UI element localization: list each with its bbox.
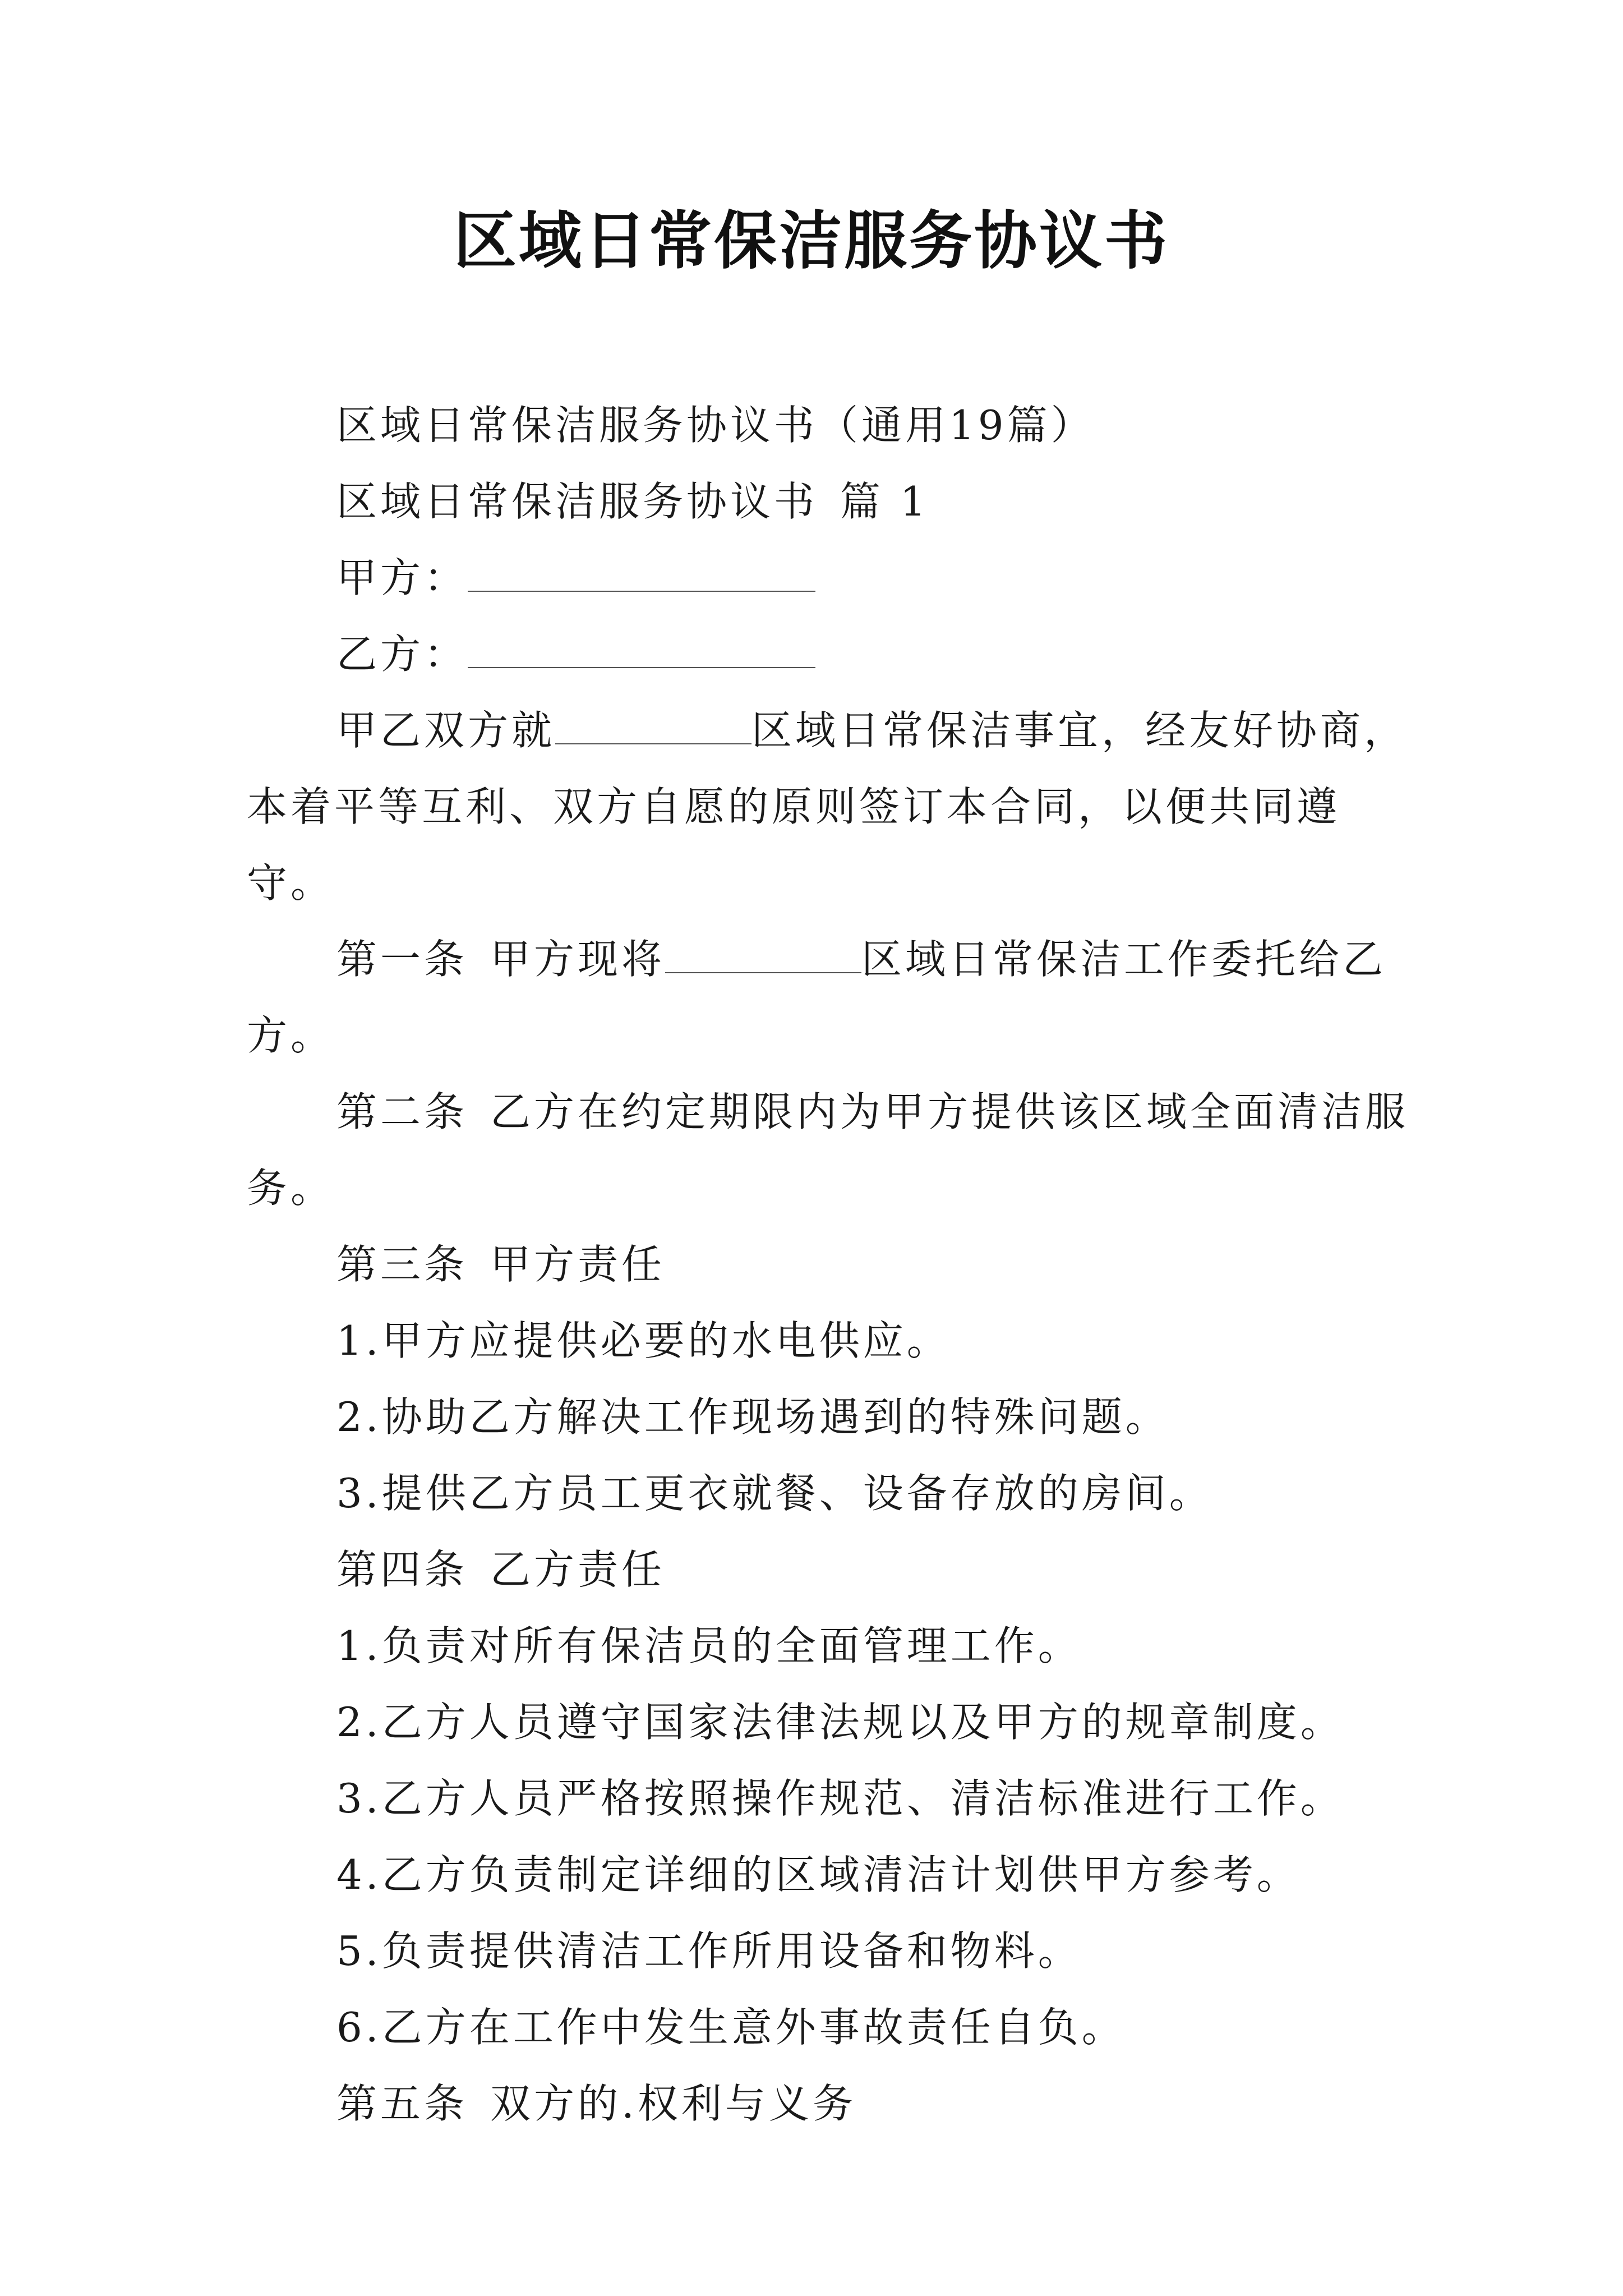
intro-blank (555, 710, 751, 744)
article-3-item: 2.协助乙方解决工作现场遇到的特殊问题。 (336, 1393, 1169, 1441)
party-a-line: 甲方： (247, 540, 1413, 616)
document-title: 区域日常保洁服务协议书 (454, 204, 1169, 278)
article-4-item: 4.乙方负责制定详细的区域清洁计划供甲方参考。 (336, 1851, 1301, 1898)
article-4-item: 6.乙方在工作中发生意外事故责任自负。 (336, 2004, 1126, 2051)
article-3-item: 1.甲方应提供必要的水电供应。 (336, 1317, 951, 1364)
article-4-item: 1.负责对所有保洁员的全面管理工作。 (336, 1622, 1082, 1669)
article1-blank (665, 938, 861, 973)
article-3-item: 3.提供乙方员工更衣就餐、设备存放的房间。 (336, 1470, 1213, 1517)
party-b-blank (468, 633, 815, 668)
article-4-heading: 第四条 乙方责任 (336, 1546, 666, 1593)
document-subtitle: 区域日常保洁服务协议书（通用19篇） (336, 402, 1095, 449)
article-1: 第一条 甲方现将 区域日常保洁工作委托给乙方。 (247, 936, 1387, 1059)
section-heading: 区域日常保洁服务协议书 篇 1 (336, 478, 929, 525)
article-2: 第二条 乙方在约定期限内为甲方提供该区域全面清洁服务。 (247, 1088, 1409, 1212)
party-b-line: 乙方： (247, 616, 1413, 692)
article-4-item: 5.负责提供清洁工作所用设备和物料。 (336, 1927, 1082, 1975)
party-a-blank (468, 557, 815, 592)
article-3-heading: 第三条 甲方责任 (336, 1241, 666, 1288)
intro-paragraph: 甲乙双方就 区域日常保洁事宜，经友好协商，本着平等互利、双方自愿的原则签订本合同，以便共同遵守。 (247, 707, 1408, 907)
article-4-item: 3.乙方人员严格按照操作规范、清洁标准进行工作。 (336, 1775, 1344, 1822)
article-5-heading: 第五条 双方的.权利与义务 (336, 2080, 856, 2127)
article-4-item: 2.乙方人员遵守国家法律法规以及甲方的规章制度。 (336, 1699, 1344, 1746)
document-body (247, 387, 1413, 2142)
